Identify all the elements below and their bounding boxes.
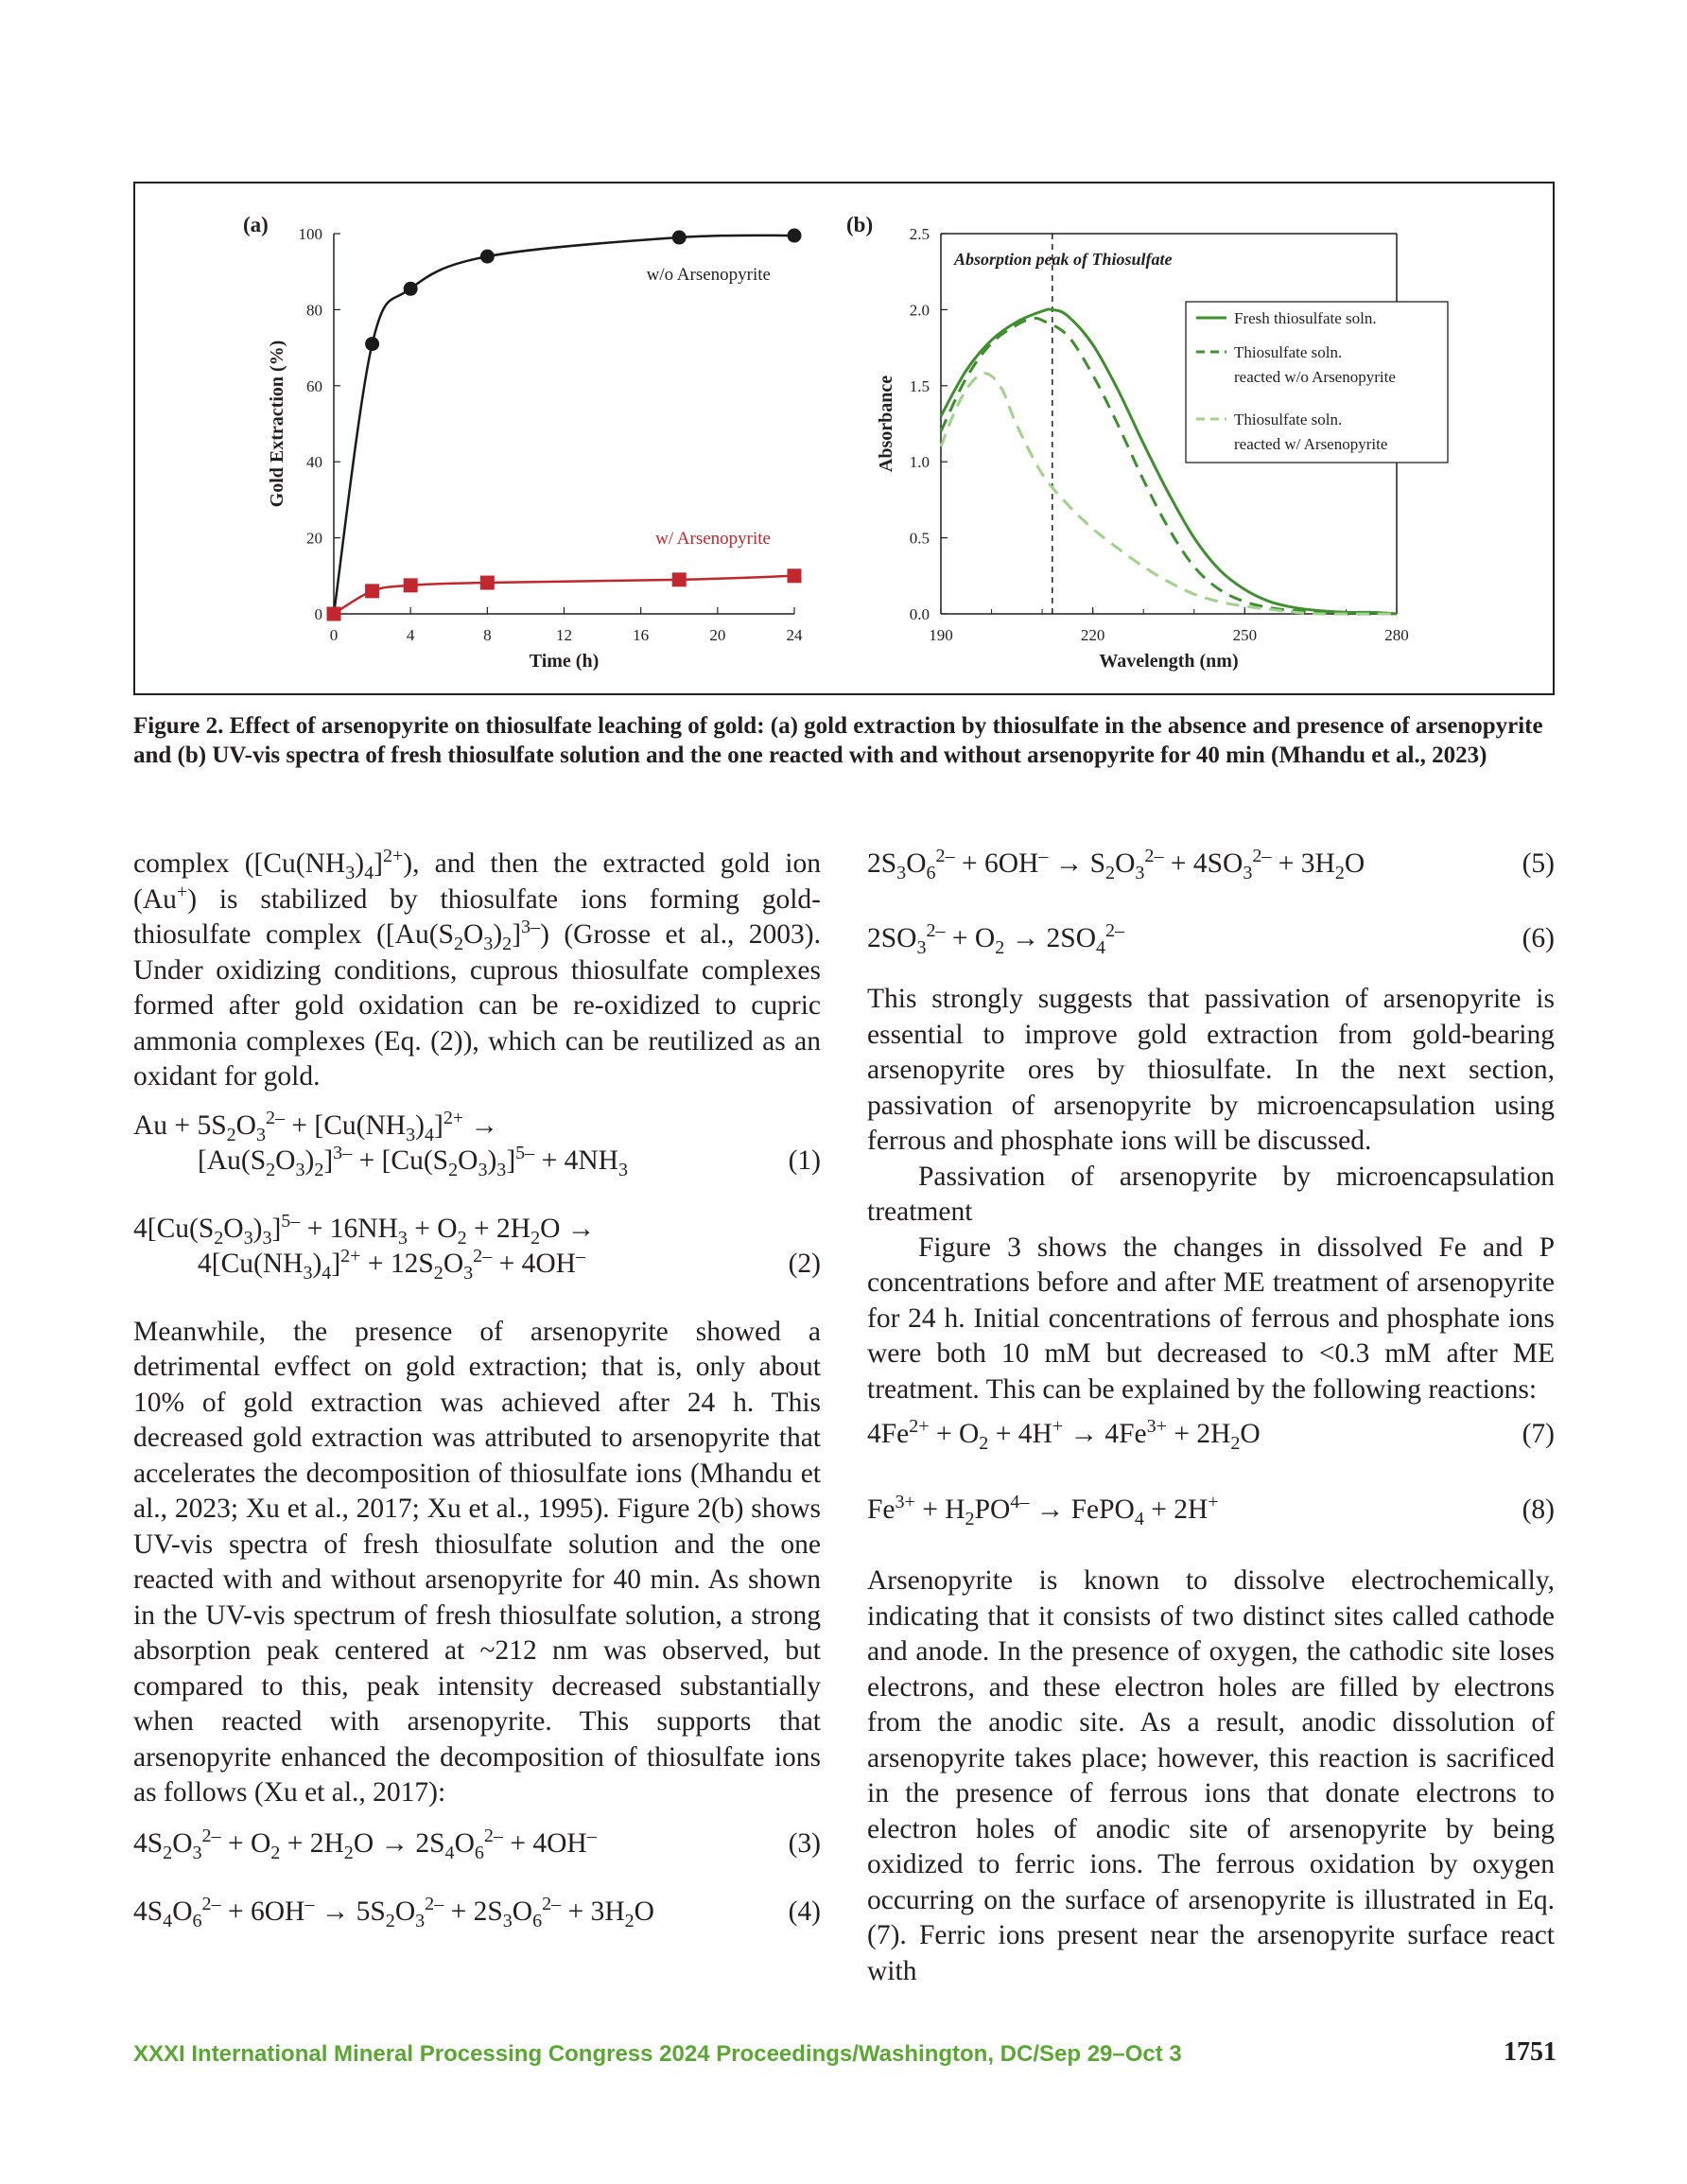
- legend-label: Thiosulfate soln.: [1234, 343, 1343, 361]
- y-tick-label: 1.5: [909, 376, 930, 395]
- equation-number: (8): [1522, 1494, 1555, 1525]
- x-tick-label: 190: [929, 626, 953, 644]
- series-line: [334, 236, 794, 614]
- x-tick-label: 16: [633, 626, 650, 644]
- section-heading: Passivation of arsenopyrite by microencapsulation treatment: [867, 1161, 1555, 1227]
- equation-7: [867, 1417, 1555, 1453]
- legend-label: reacted w/o Arsenopyrite: [1234, 368, 1396, 386]
- right-column: [867, 847, 1555, 1989]
- y-tick-label: 0.0: [909, 605, 930, 623]
- y-tick-label: 1.0: [909, 453, 930, 472]
- y-tick-label: 2.5: [909, 225, 930, 243]
- equation-line: $[Au(S_2O_3)_2]^{3-} + [Cu(S_2O_3)_3]^{5-} + 4NH_3$: [198, 1143, 628, 1180]
- equation-number: (5): [1522, 848, 1555, 879]
- equation-4: [133, 1895, 821, 1931]
- x-tick-label: 220: [1080, 626, 1105, 644]
- paragraph: Meanwhile, the presence of arsenopyrite showed a detrimental evffect on gold extraction; that is, only about 10% of gold extraction was achieved after 24 h. This decreased gold extraction was attributed to arsenopyrite that accelerates the decomposition of thiosulfate ions (Mhandu et al., 2023; Xu et al., 2017; Xu et al., 1995). Figure 2(b) shows UV-vis spectra of fresh thiosulfate solution and the one reacted with and without arsenopyrite for 40 min. As shown in the UV-vis spectrum of fresh thiosulfate solution, a strong absorption peak centered at ~212 nm was observed, but compared to this, peak intensity decreased substantially when reacted with arsenopyrite. This supports that arsenopyrite enhanced the decomposition of thiosulfate ions as follows (Xu et al., 2017):: [133, 1316, 821, 1808]
- y-tick-label: 2.0: [909, 301, 930, 320]
- equation-line: $2SO_3^{2-} + O_2 \to 2SO_4^{2-}$: [867, 919, 1125, 958]
- data-point: [788, 568, 802, 583]
- equation-number: (7): [1522, 1419, 1555, 1449]
- equation-number: (2): [788, 1248, 821, 1279]
- figure-caption: Figure 2. Effect of arsenopyrite on thiosulfate leaching of gold: (a) gold extraction by thiosulfate in the absence and presence of arsenopyrite and (b) UV-vis spectra of fresh thiosulfate solution and the one reacted with and without arsenopyrite for 40 min (Mhandu et al., 2023): [133, 713, 1543, 768]
- panel-label: (b): [846, 213, 874, 236]
- y-tick-label: 80: [306, 301, 322, 320]
- data-point: [788, 229, 802, 243]
- data-point: [480, 576, 495, 590]
- equation-8: [867, 1493, 1555, 1529]
- equation-number: (3): [788, 1827, 821, 1859]
- equation-line: $4S_4O_6^{2-} + 6OH^- \to 5S_2O_3^{2-} + 2S_3O_6^{2-} + 3H_2O$: [133, 1894, 654, 1931]
- y-tick-label: 40: [306, 453, 322, 472]
- equation-line: $4Fe^{2+} + O_2 + 4H^+ \to 4Fe^{3+} + 2H_2O$: [867, 1416, 1261, 1454]
- y-tick-label: 20: [306, 529, 322, 548]
- y-axis-label: Gold Extraction (%): [267, 340, 287, 508]
- data-point: [672, 231, 687, 245]
- data-point: [672, 572, 687, 586]
- x-tick-label: 280: [1384, 626, 1409, 644]
- figure-2-charts: [135, 183, 1557, 697]
- x-tick-label: 4: [406, 626, 415, 644]
- equation-number: (1): [788, 1144, 821, 1176]
- equation-2: [133, 1212, 821, 1283]
- x-axis-label: Time (h): [529, 651, 600, 672]
- data-point: [365, 584, 379, 598]
- equation-1: [133, 1109, 821, 1179]
- x-tick-label: 12: [556, 626, 572, 644]
- y-axis-label: Absorbance: [876, 375, 896, 473]
- equation-line: $4[Cu(NH_3)_4]^{2+} + 12S_2O_3^{2-} + 4OH^-$: [198, 1246, 585, 1284]
- page-footer: [133, 2037, 1557, 2071]
- equation-number: (6): [1522, 922, 1555, 953]
- figure-2-frame: [133, 182, 1555, 695]
- footer-conference-text: XXXI International Mineral Processing Congress 2024 Proceedings/Washington, DC/Sep 29–Oct 3: [133, 2041, 1182, 2067]
- x-tick-label: 24: [786, 626, 803, 644]
- paragraph: Arsenopyrite is known to dissolve electrochemically, indicating that it consists of two distinct sites called cathode and anode. In the presence of oxygen, the cathodic site loses electrons, and these electron holes are filled by electrons from the anodic site. As a result, anodic dissolution of arsenopyrite takes place; however, this reaction is sacrificed in the presence of ferrous ions that donate electrons to electron holes of anodic site of arsenopyrite by being oxidized to ferric ions. The ferrous oxidation by oxygen occurring on the surface of arsenopyrite is illustrated in Eq. (7). Ferric ions present near the arsenopyrite surface react with: [867, 1565, 1555, 1986]
- left-column: [133, 847, 821, 1931]
- legend-label: Fresh thiosulfate soln.: [1234, 309, 1377, 327]
- x-tick-label: 20: [709, 626, 726, 644]
- equation-5: [867, 847, 1555, 882]
- legend-label: reacted w/ Arsenopyrite: [1234, 435, 1388, 453]
- equation-3: [133, 1826, 821, 1862]
- paragraph: complex $([Cu(NH_3)_4]^{2+})$, and then the extracted gold ion (Au+) is stabilized by thiosulfate ions forming gold-thiosulfate complex $([Au(S_2O_3)_2]^{3-})$ (Grosse et al., 2003). Under oxidizing conditions, cuprous thiosulfate complexes formed after gold oxidation can be re-oxidized to cupric ammonia complexes (Eq. (2)), which can be reutilized as an oxidant for gold.: [133, 846, 821, 1092]
- equation-6: [867, 921, 1555, 957]
- series-label-with-arsenopyrite: w/ Arsenopyrite: [655, 529, 771, 549]
- series-label-without-arsenopyrite: w/o Arsenopyrite: [646, 265, 771, 285]
- y-tick-label: 60: [306, 376, 322, 395]
- x-axis-label: Wavelength (nm): [1099, 651, 1239, 672]
- paragraph: This strongly suggests that passivation of arsenopyrite is essential to improve gold extraction from gold-bearing arsenopyrite ores by thiosulfate. In the next section, passivation of arsenopyrite by microencapsulation using ferrous and phosphate ions will be discussed.: [867, 984, 1555, 1156]
- equation-number: (4): [788, 1896, 821, 1927]
- legend-label: Thiosulfate soln.: [1234, 411, 1343, 428]
- data-point: [404, 578, 418, 592]
- equation-line: $Fe^{3+} + H_2PO^{4-}$ → FePO$_4$ + 2H+: [867, 1491, 1219, 1529]
- y-tick-label: 0: [314, 605, 322, 623]
- page-number: 1751: [1504, 2037, 1557, 2067]
- x-tick-label: 8: [483, 626, 492, 644]
- panel-label: (a): [243, 213, 269, 236]
- data-point: [404, 282, 418, 296]
- equation-line: $2S_3O_6^{2-} + 6OH^- \to S_2O_3^{2-} + 4SO_3^{2-} + 3H_2O$: [867, 846, 1365, 883]
- equation-line: $4S_2O_3^{2-} + O_2 + 2H_2O \to 2S_4O_6^{2-} + 4OH^-$: [133, 1825, 597, 1863]
- data-point: [327, 607, 341, 621]
- annotation-absorption-peak: Absorption peak of Thiosulfate: [954, 250, 1173, 269]
- y-tick-label: 100: [298, 225, 322, 243]
- x-tick-label: 250: [1232, 626, 1258, 644]
- equation-line: $4[Cu(S_2O_3)_3]^{5-} + 16NH_3 + O_2 + 2H_2O$ →: [133, 1210, 596, 1249]
- paragraph: Figure 3 shows the changes in dissolved Fe and P concentrations before and after ME treatment of arsenopyrite for 24 h. Initial concentrations of ferrous and phosphate ions were both 10 mM but decreased to <0.3 mM after ME treatment. This can be explained by the following reactions:: [867, 1232, 1555, 1405]
- equation-line: $Au + 5S_2O_3^{2-} + [Cu(NH_3)_4]^{2+}$ →: [133, 1107, 499, 1145]
- y-tick-label: 0.5: [909, 529, 930, 548]
- data-point: [480, 250, 495, 264]
- data-point: [365, 337, 379, 351]
- x-tick-label: 0: [329, 626, 339, 644]
